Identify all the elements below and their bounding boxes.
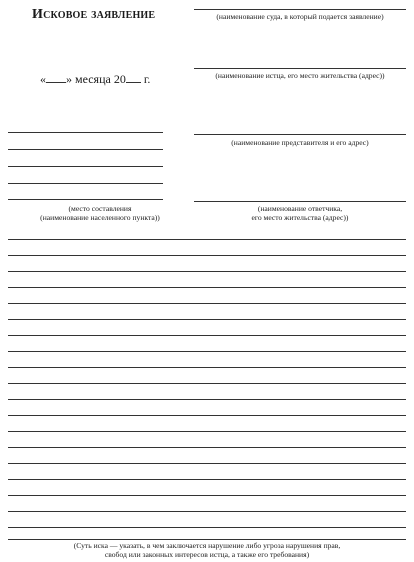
claim-line[interactable] — [8, 239, 406, 240]
defendant-line[interactable] — [194, 201, 406, 202]
claim-line[interactable] — [8, 431, 406, 432]
representative-caption: (наименование представителя и его адрес) — [231, 138, 369, 147]
claim-line[interactable] — [8, 271, 406, 272]
claim-line[interactable] — [8, 399, 406, 400]
defendant-caption-line2: его место жительства (адрес)) — [251, 213, 349, 222]
claim-line[interactable] — [8, 287, 406, 288]
claim-line[interactable] — [8, 447, 406, 448]
plaintiff-line[interactable] — [194, 68, 406, 69]
date-year-suffix: г. — [143, 72, 151, 86]
document-title: Исковое заявление — [32, 7, 156, 22]
place-line[interactable] — [8, 149, 163, 150]
representative-line[interactable] — [194, 134, 406, 135]
place-line[interactable] — [8, 183, 163, 184]
claim-line[interactable] — [8, 367, 406, 368]
court-caption: (наименование суда, в который подается заявление) — [216, 12, 384, 21]
date-month-word: месяца 20 — [75, 72, 126, 86]
claim-line[interactable] — [8, 255, 406, 256]
claim-line[interactable] — [8, 511, 406, 512]
claim-line[interactable] — [8, 319, 406, 320]
year-blank[interactable] — [126, 82, 141, 83]
claim-line[interactable] — [8, 539, 406, 540]
claim-line[interactable] — [8, 383, 406, 384]
claim-line[interactable] — [8, 463, 406, 464]
claim-line[interactable] — [8, 527, 406, 528]
claim-line[interactable] — [8, 335, 406, 336]
day-blank[interactable] — [46, 82, 66, 83]
place-line[interactable] — [8, 199, 163, 200]
claim-line[interactable] — [8, 495, 406, 496]
defendant-caption-line1: (наименование ответчика, — [257, 204, 343, 213]
place-line[interactable] — [8, 166, 163, 167]
place-caption-line1: (место составления — [68, 204, 132, 213]
claim-line[interactable] — [8, 303, 406, 304]
claim-caption-line1: (Суть иска — указать, в чем заключается нарушение либо угроза нарушения прав, — [73, 541, 341, 550]
plaintiff-caption: (наименование истца, его место жительства (адрес)) — [215, 71, 385, 80]
claim-line[interactable] — [8, 415, 406, 416]
date-line — [40, 72, 150, 87]
claim-line[interactable] — [8, 351, 406, 352]
claim-line[interactable] — [8, 479, 406, 480]
date-close-quote: » — [66, 72, 72, 86]
date-open-quote: « — [40, 72, 46, 86]
place-caption-line2: (наименование населенного пункта)) — [40, 213, 160, 222]
court-line-top[interactable] — [194, 9, 406, 10]
claim-caption-line2: свобод или законных интересов истца, а также его требования) — [104, 550, 310, 559]
place-line[interactable] — [8, 132, 163, 133]
